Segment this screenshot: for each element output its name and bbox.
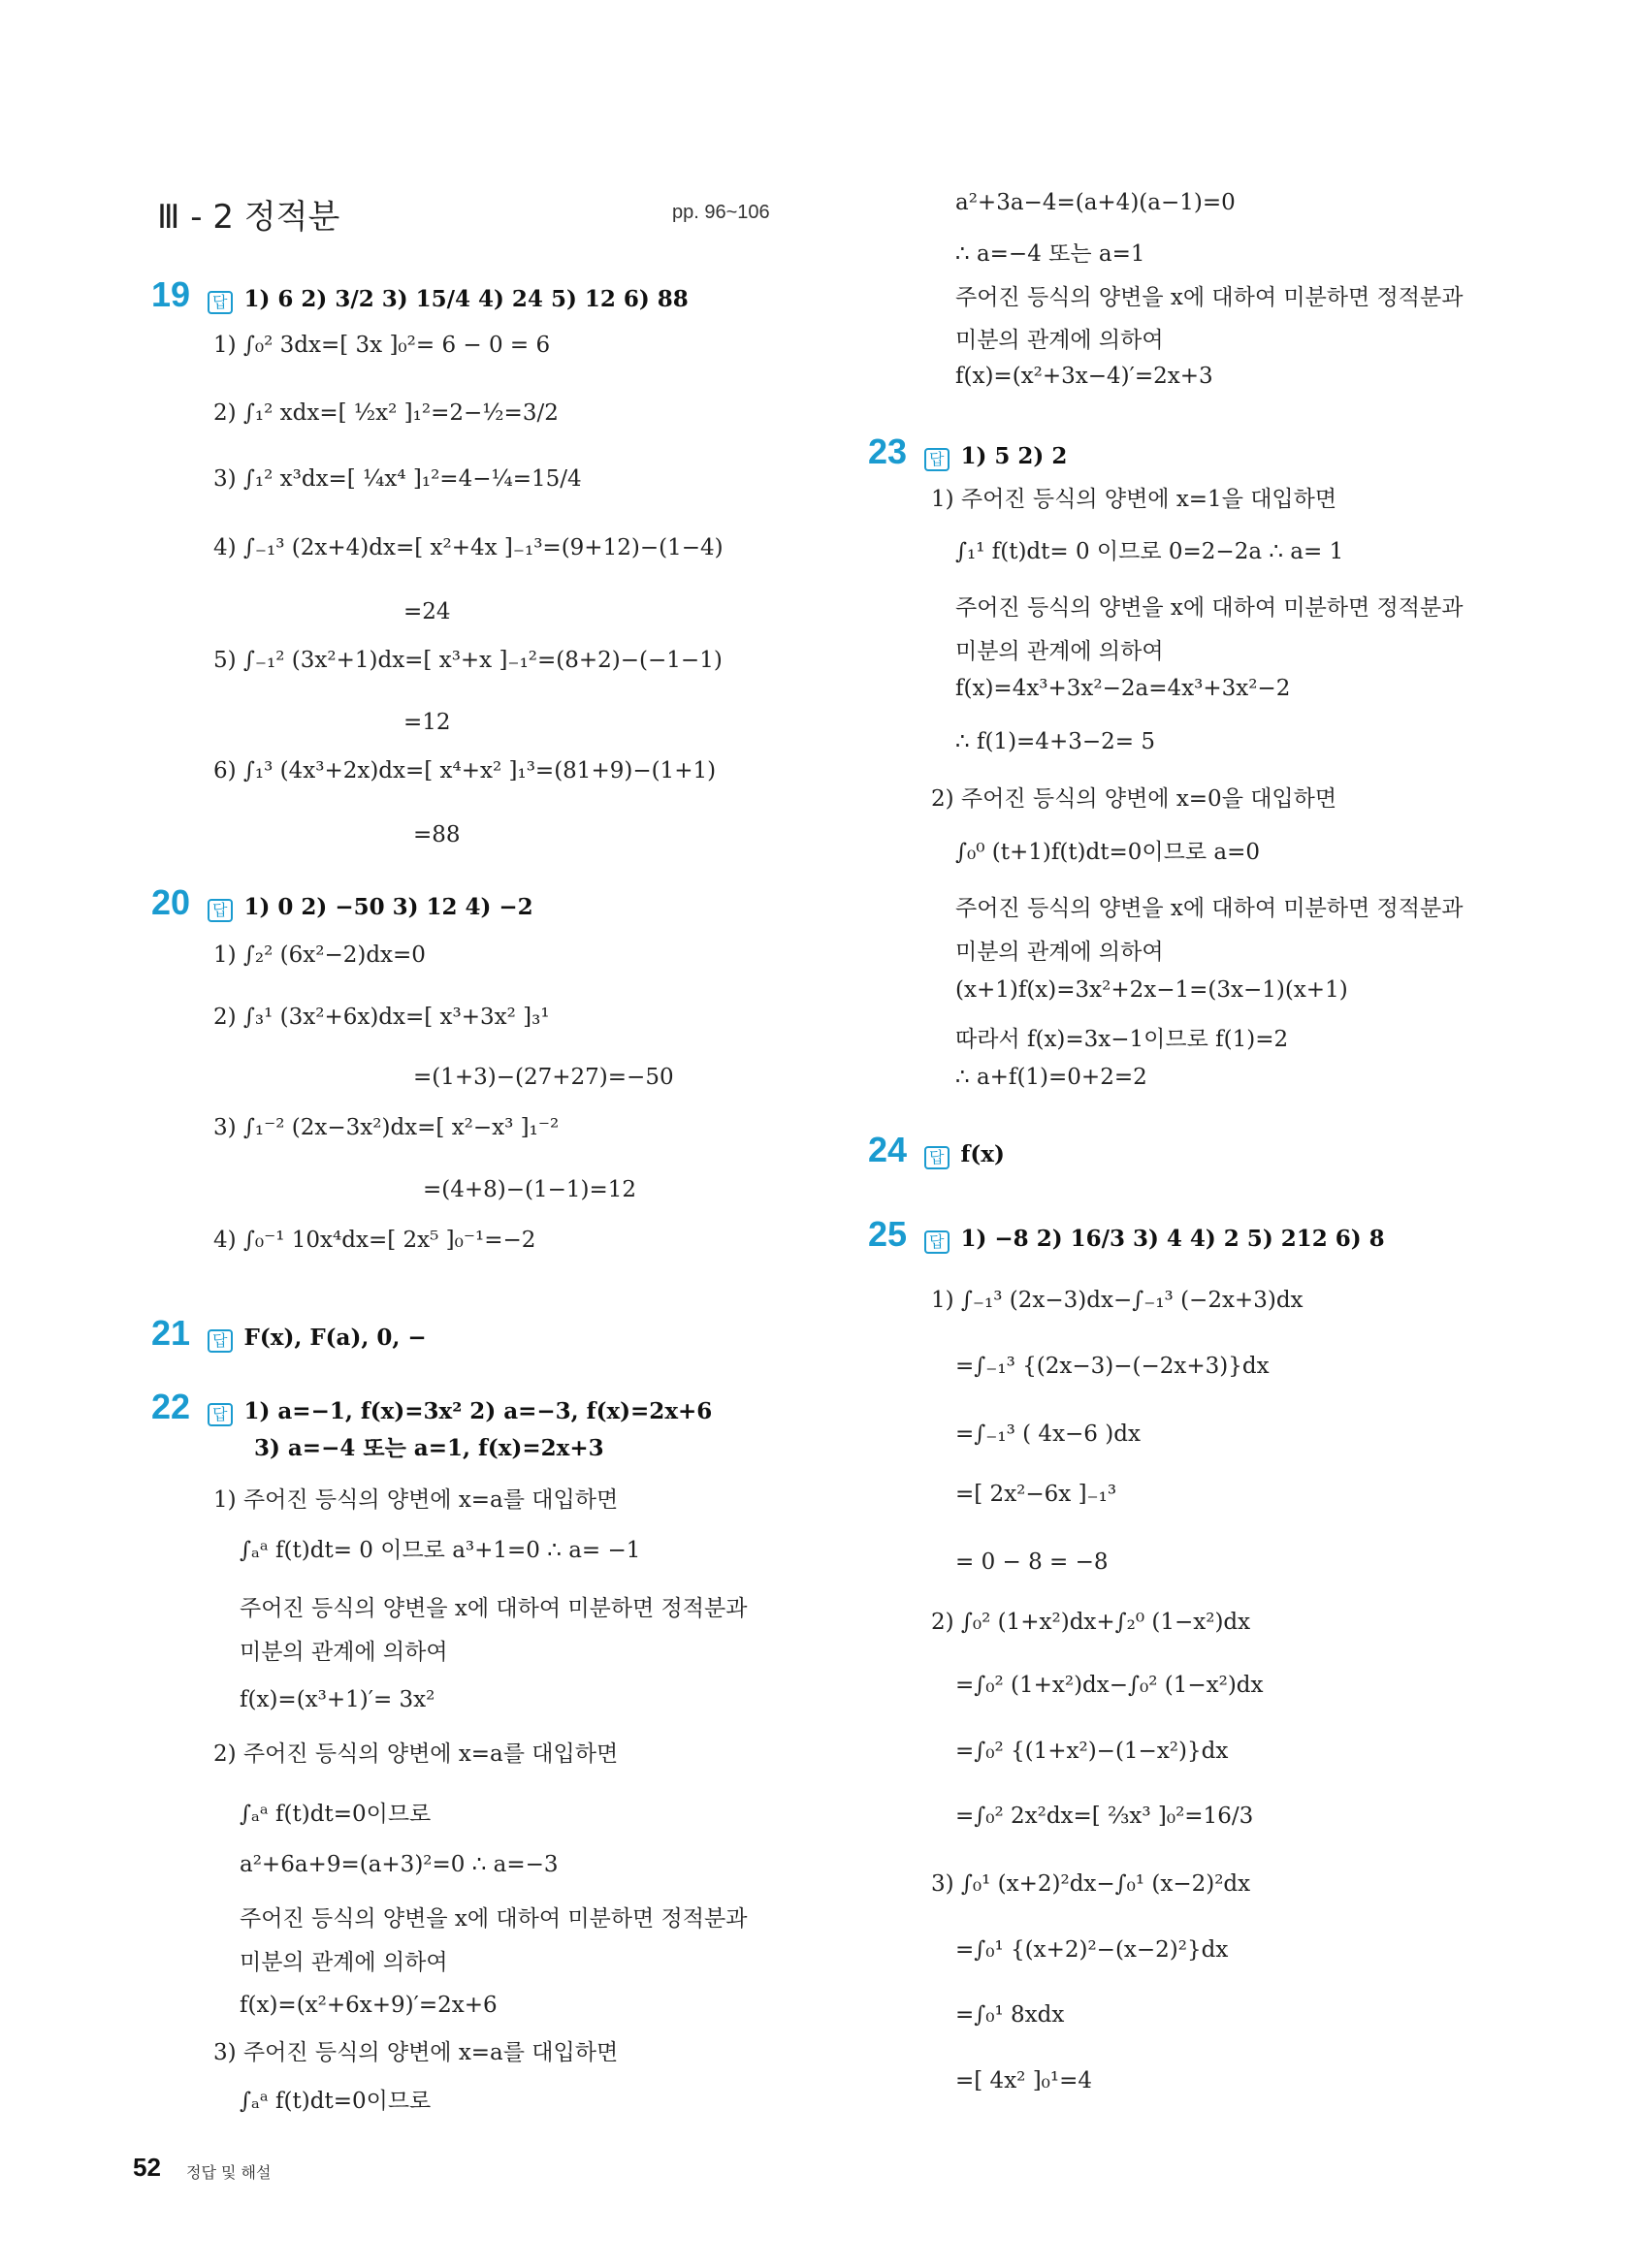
left-solution-line: 4) ∫₀⁻¹ 10x⁴dx=[ 2x⁵ ]₀⁻¹=−2 [213, 1228, 536, 1253]
answer-tag-icon: 답 [924, 448, 949, 471]
page-range: pp. 96~106 [672, 202, 770, 223]
page-number: 52 [133, 2153, 161, 2182]
left-question-19 [151, 274, 689, 315]
right-solution-line: ∫₀⁰ (t+1)f(t)dt=0이므로 a=0 [955, 840, 1260, 865]
right-question-25 [868, 1214, 1385, 1255]
question-number: 24 [868, 1130, 908, 1169]
right-solution-line: 주어진 등식의 양변을 x에 대하여 미분하면 정적분과 [955, 595, 1464, 621]
left-solution-line: 주어진 등식의 양변을 x에 대하여 미분하면 정적분과 [240, 1906, 748, 1932]
left-solution-line: 1) ∫₀² 3dx=[ 3x ]₀²= 6 − 0 = 6 [213, 333, 551, 358]
right-solution-line: f(x)=4x³+3x²−2a=4x³+3x²−2 [955, 676, 1291, 701]
right-solution-line: 1) ∫₋₁³ (2x−3)dx−∫₋₁³ (−2x+3)dx [931, 1288, 1304, 1313]
left-question-20 [151, 882, 533, 923]
right-solution-line: 주어진 등식의 양변을 x에 대하여 미분하면 정적분과 [955, 285, 1464, 310]
left-solution-line: 4) ∫₋₁³ (2x+4)dx=[ x²+4x ]₋₁³=(9+12)−(1−4) [213, 535, 724, 560]
right-solution-line: 미분의 관계에 의하여 [955, 940, 1164, 965]
answer-summary: F(x), F(a), 0, − [243, 1325, 427, 1351]
question-number: 19 [151, 274, 191, 314]
left-solution-line: f(x)=(x²+6x+9)′=2x+6 [240, 1993, 498, 2018]
left-solution-line: 주어진 등식의 양변을 x에 대하여 미분하면 정적분과 [240, 1596, 748, 1621]
right-solution-line: ∴ a+f(1)=0+2=2 [955, 1065, 1147, 1090]
question-number: 21 [151, 1313, 191, 1353]
right-solution-line: 2) 주어진 등식의 양변에 x=0을 대입하면 [931, 786, 1337, 812]
right-solution-line: =∫₀² 2x²dx=[ ⅔x³ ]₀²=16/3 [955, 1804, 1254, 1829]
right-solution-line: =∫₀¹ 8xdx [955, 2002, 1065, 2028]
right-solution-line: =∫₀² (1+x²)dx−∫₀² (1−x²)dx [955, 1673, 1264, 1698]
left-solution-line: 5) ∫₋₁² (3x²+1)dx=[ x³+x ]₋₁²=(8+2)−(−1−1) [213, 648, 723, 673]
answer-tag-icon: 답 [208, 899, 232, 922]
answer-tag-icon: 답 [924, 1230, 949, 1254]
answer-summary: 1) −8 2) 16/3 3) 4 4) 2 5) 212 6) 8 [960, 1226, 1385, 1252]
answer-tag-icon: 답 [208, 1329, 232, 1353]
footer-label: 정답 및 해설 [186, 2163, 272, 2182]
left-solution-line: =(4+8)−(1−1)=12 [423, 1177, 637, 1202]
right-solution-line: =∫₋₁³ ( 4x−6 )dx [955, 1421, 1141, 1447]
right-solution-line: =∫₋₁³ {(2x−3)−(−2x+3)}dx [955, 1354, 1270, 1379]
answer-summary: 1) 6 2) 3/2 3) 15/4 4) 24 5) 12 6) 88 [243, 286, 689, 312]
right-solution-line: =∫₀² {(1+x²)−(1−x²)}dx [955, 1739, 1229, 1764]
section-title: Ⅲ - 2 정적분 [157, 198, 340, 237]
left-solution-line: 2) ∫₃¹ (3x²+6x)dx=[ x³+3x² ]₃¹ [213, 1005, 550, 1030]
right-solution-line: 미분의 관계에 의하여 [955, 639, 1164, 664]
left-solution-line: =88 [413, 822, 461, 847]
right-solution-line: = 0 − 8 = −8 [955, 1549, 1109, 1575]
right-solution-line: 따라서 f(x)=3x−1이므로 f(1)=2 [955, 1027, 1289, 1052]
answer-tag-icon: 답 [924, 1146, 949, 1169]
right-question-23 [868, 431, 1067, 472]
answer-tag-icon: 답 [208, 291, 232, 314]
answer-tag-icon: 답 [208, 1403, 232, 1426]
right-solution-line: (x+1)f(x)=3x²+2x−1=(3x−1)(x+1) [955, 977, 1348, 1003]
answer-summary: 1) 0 2) −50 3) 12 4) −2 [243, 894, 533, 920]
left-question-21 [151, 1313, 427, 1354]
right-solution-line: ∴ a=−4 또는 a=1 [955, 241, 1145, 267]
left-solution-line: 3) ∫₁² x³dx=[ ¼x⁴ ]₁²=4−¼=15/4 [213, 466, 582, 492]
left-solution-line: 1) 주어진 등식의 양변에 x=a를 대입하면 [213, 1487, 619, 1513]
right-solution-line: 미분의 관계에 의하여 [955, 328, 1164, 353]
right-solution-line: ∴ f(1)=4+3−2= 5 [955, 729, 1155, 754]
question-number: 23 [868, 431, 908, 471]
answer-summary: 1) a=−1, f(x)=3x² 2) a=−3, f(x)=2x+6 [243, 1398, 713, 1424]
left-solution-line: 미분의 관계에 의하여 [240, 1950, 448, 1975]
right-solution-line: 1) 주어진 등식의 양변에 x=1을 대입하면 [931, 487, 1337, 512]
left-solution-line: 3) ∫₁⁻² (2x−3x²)dx=[ x²−x³ ]₁⁻² [213, 1115, 560, 1140]
question-number: 22 [151, 1387, 191, 1426]
left-answer-continuation: 3) a=−4 또는 a=1, f(x)=2x+3 [254, 1435, 604, 1461]
right-solution-line: 3) ∫₀¹ (x+2)²dx−∫₀¹ (x−2)²dx [931, 1871, 1251, 1897]
left-solution-line: 1) ∫₂² (6x²−2)dx=0 [213, 942, 426, 968]
left-solution-line: 2) 주어진 등식의 양변에 x=a를 대입하면 [213, 1741, 619, 1767]
right-solution-line: f(x)=(x²+3x−4)′=2x+3 [955, 364, 1213, 389]
left-solution-line: 6) ∫₁³ (4x³+2x)dx=[ x⁴+x² ]₁³=(81+9)−(1+1) [213, 758, 717, 783]
answer-summary: 1) 5 2) 2 [960, 443, 1068, 469]
left-solution-line: ∫ₐᵃ f(t)dt=0이므로 [240, 1802, 432, 1827]
right-solution-line: a²+3a−4=(a+4)(a−1)=0 [955, 190, 1236, 215]
left-solution-line: =12 [403, 710, 451, 735]
right-question-24 [868, 1130, 1005, 1170]
right-solution-line: =[ 2x²−6x ]₋₁³ [955, 1482, 1117, 1507]
left-solution-line: f(x)=(x³+1)′= 3x² [240, 1687, 435, 1712]
left-solution-line: 3) 주어진 등식의 양변에 x=a를 대입하면 [213, 2040, 619, 2065]
left-solution-line: =24 [403, 599, 451, 624]
right-solution-line: =[ 4x² ]₀¹=4 [955, 2068, 1093, 2093]
right-solution-line: 주어진 등식의 양변을 x에 대하여 미분하면 정적분과 [955, 896, 1464, 921]
left-solution-line: 2) ∫₁² xdx=[ ½x² ]₁²=2−½=3/2 [213, 400, 559, 426]
left-solution-line: a²+6a+9=(a+3)²=0 ∴ a=−3 [240, 1852, 559, 1877]
right-solution-line: 2) ∫₀² (1+x²)dx+∫₂⁰ (1−x²)dx [931, 1610, 1251, 1635]
left-solution-line: =(1+3)−(27+27)=−50 [413, 1065, 674, 1090]
left-question-22 [151, 1387, 712, 1427]
right-solution-line: =∫₀¹ {(x+2)²−(x−2)²}dx [955, 1937, 1229, 1963]
left-solution-line: 미분의 관계에 의하여 [240, 1640, 448, 1665]
left-solution-line: ∫ₐᵃ f(t)dt= 0 이므로 a³+1=0 ∴ a= −1 [240, 1538, 641, 1563]
left-solution-line: ∫ₐᵃ f(t)dt=0이므로 [240, 2089, 432, 2114]
right-solution-line: ∫₁¹ f(t)dt= 0 이므로 0=2−2a ∴ a= 1 [955, 539, 1344, 564]
question-number: 25 [868, 1214, 908, 1254]
question-number: 20 [151, 882, 191, 922]
answer-summary: f(x) [960, 1141, 1005, 1167]
